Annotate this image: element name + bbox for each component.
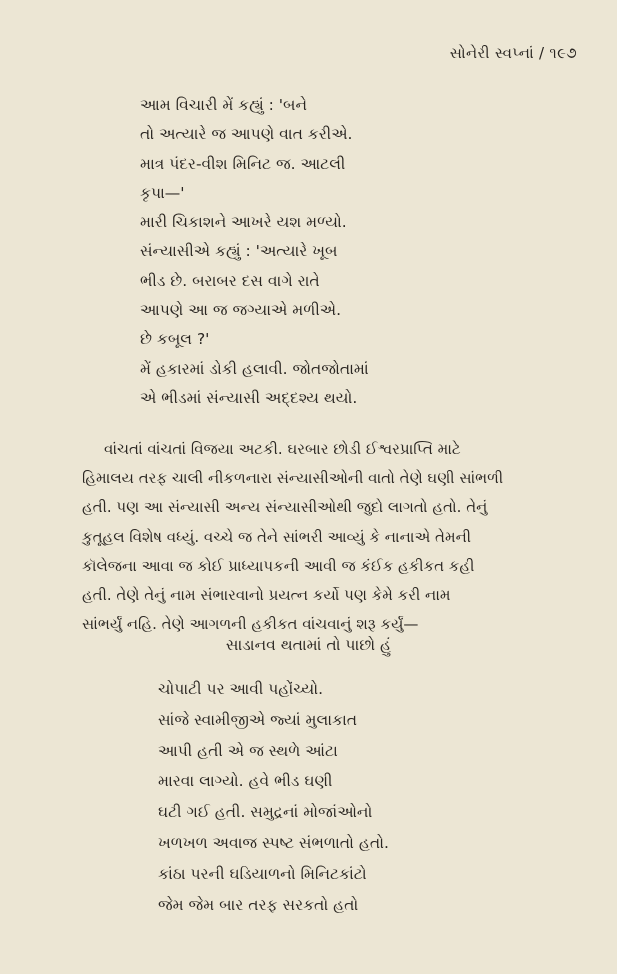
text-line: હતી. તેણે તેનું નામ સંભારવાનો પ્રયત્ન કર્યો પણ કેમે કરી નામ xyxy=(82,586,451,605)
text-line: ચોપાટી પર આવી પહોંચ્યો. xyxy=(158,680,324,698)
text-line: એ ભીડમાં સંન્યાસી અદ્દશ્ય થયો. xyxy=(140,388,358,407)
text-line: સાંભર્યું નહિ. તેણે આગળની હકીકત વાંચવાનું શરૂ કર્યું— xyxy=(82,615,419,634)
running-header: સોનેરી સ્વપ્નાં / ૧૯૭ xyxy=(449,44,577,62)
text-line: ભીડ છે. બરાબર દસ વાગે રાતે xyxy=(140,271,320,290)
quoted-passage-2 xyxy=(158,674,389,920)
text-line: તો અત્યારે જ આપણે વાત કરીએ. xyxy=(140,125,353,144)
text-line: મારવા લાગ્યો. હવે ભીડ ઘણી xyxy=(158,772,333,791)
text-line: આમ વિચારી મેં કહ્યું : 'બને xyxy=(140,96,308,114)
text-line: કૃપા—' xyxy=(140,183,185,202)
text-line: કુતૂહલ વિશેષ વધ્યું. વચ્ચે જ તેને સાંભરી આવ્યું કે નાનાએ તેમની xyxy=(82,527,472,546)
text-line: કૉલેજના આવા જ કોઈ પ્રાધ્યાપકની આવી જ કંઈક હકીકત કહી xyxy=(82,556,475,575)
text-line: હતી. પણ આ સંન્યાસી અન્ય સંન્યાસીઓથી જુદો લાગતો હતો. તેનું xyxy=(82,498,488,517)
body-paragraph xyxy=(82,435,602,639)
text-line: વાંચતાં વાંચતાં વિજયા અટકી. ઘરબાર છોડી ઈશ્વરપ્રાપ્તિ માટે xyxy=(104,440,461,458)
quoted-passage-1 xyxy=(140,91,369,413)
text-line: આપી હતી એ જ સ્થળે આંટા xyxy=(158,741,338,760)
text-line: છે કબૂલ ?' xyxy=(140,330,210,349)
centered-line: સાડાનવ થતામાં તો પાછો હું xyxy=(225,636,392,654)
text-line: જેમ જેમ બાર તરફ સરકતો હતો xyxy=(158,895,359,914)
text-line: ખળખળ અવાજ સ્પષ્ટ સંભળાતો હતો. xyxy=(158,833,389,852)
text-line: મેં હકારમાં ડોકી હલાવી. જોતજોતામાં xyxy=(140,359,369,378)
text-line: કાંઠા પરની ઘડિયાળનો મિનિટકાંટો xyxy=(158,864,367,883)
text-line: આપણે આ જ જગ્યાએ મળીએ. xyxy=(140,301,342,320)
text-line: મારી ચિકાશને આખરે યશ મળ્યો. xyxy=(140,213,347,232)
text-line: માત્ર પંદર-વીશ મિનિટ જ. આટલી xyxy=(140,154,346,173)
text-line: સંન્યાસીએ કહ્યું : 'અત્યારે ખૂબ xyxy=(140,242,338,261)
text-line: હિમાલય તરફ ચાલી નીકળનારા સંન્યાસીઓની વાતો તેણે ઘણી સાંભળી xyxy=(82,469,504,488)
text-line: ઘટી ગઈ હતી. સમુદ્રનાં મોજાંઓનો xyxy=(158,803,373,822)
text-line: સાંજે સ્વામીજીએ જ્યાં મુલાકાત xyxy=(158,710,358,729)
